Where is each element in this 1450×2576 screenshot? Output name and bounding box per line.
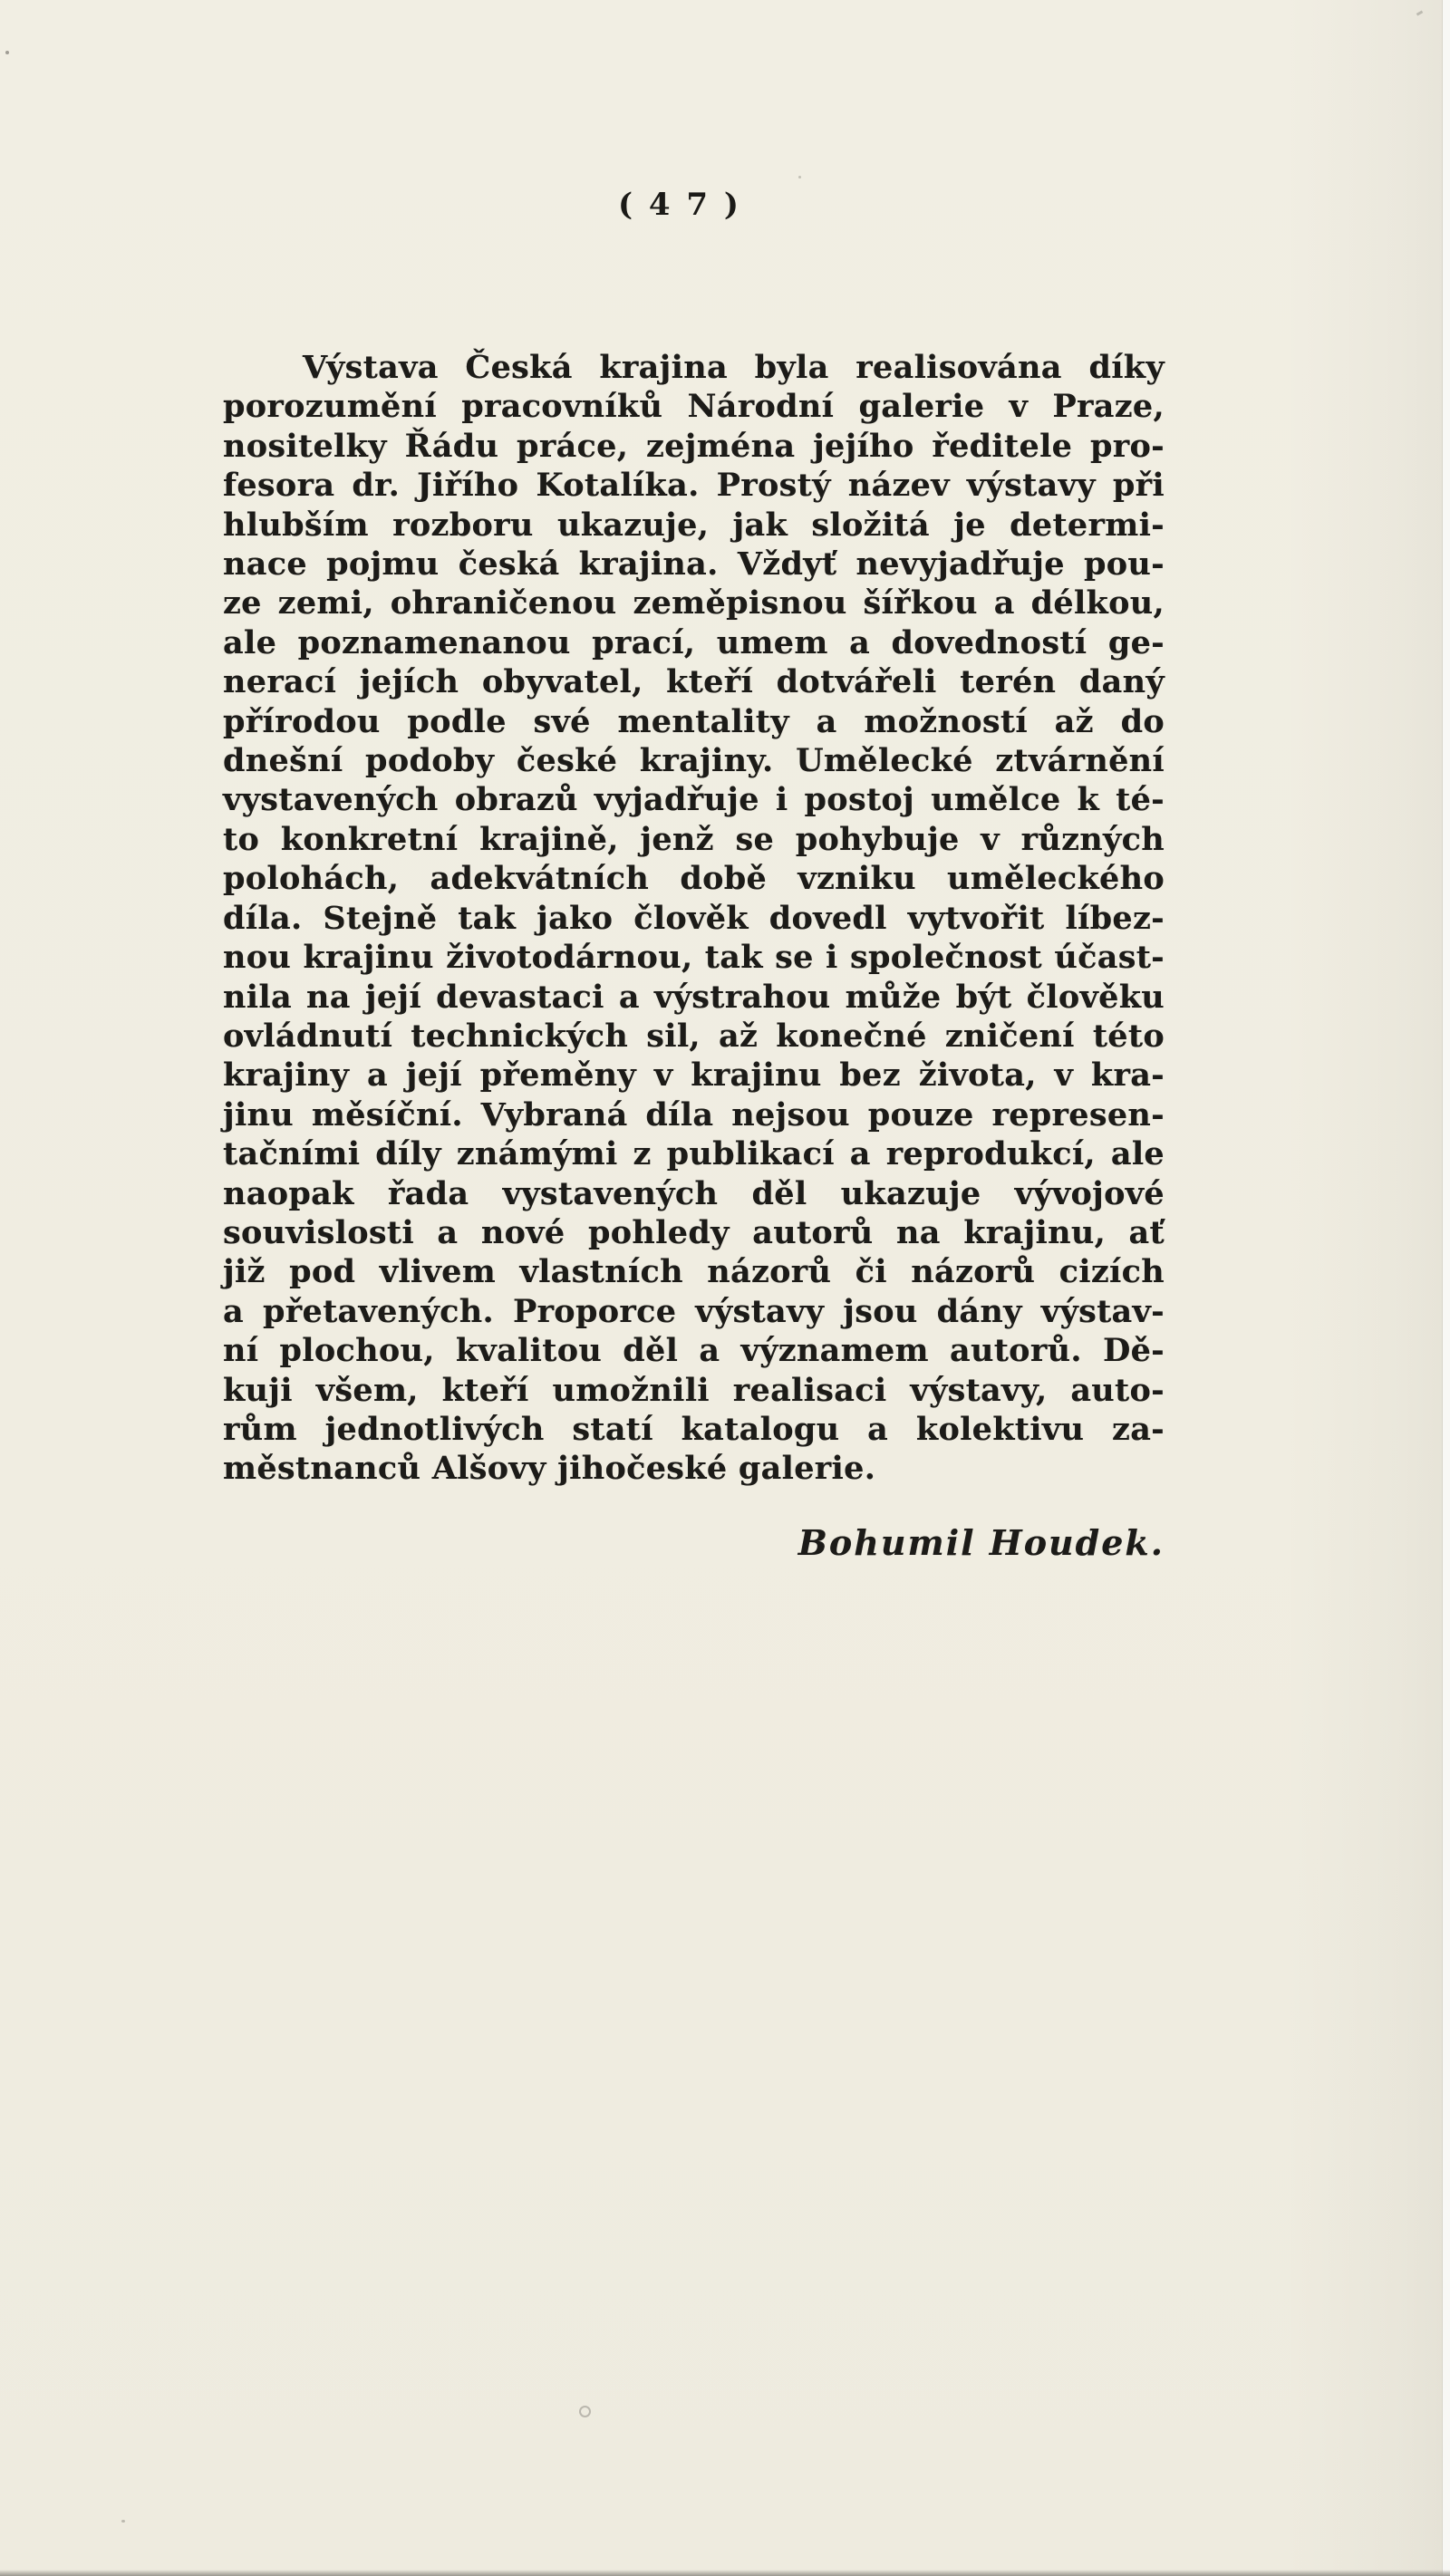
paragraph-line: nositelky Řádu práce, zejména jejího ředitele pro- — [223, 427, 1165, 465]
paragraph-line: již pod vlivem vlastních názorů či názorů cizích — [223, 1253, 1165, 1291]
paragraph-line: Výstava Česká krajina byla realisována díky — [303, 349, 1165, 386]
paragraph-line: nerací jejích obyvatel, kteří dotvářeli terén daný — [223, 663, 1165, 701]
paragraph-line: kuji všem, kteří umožnili realisaci výstavy, auto- — [223, 1371, 1165, 1409]
paragraph-line: souvislosti a nové pohledy autorů na krajinu, ať — [223, 1213, 1165, 1251]
paragraph-line: jinu měsíční. Vybraná díla nejsou pouze represen- — [223, 1095, 1165, 1134]
scan-shading — [1287, 0, 1450, 2576]
paper-speck — [5, 51, 9, 54]
paragraph-line: dnešní podoby české krajiny. Umělecké ztvárnění — [223, 742, 1165, 780]
paragraph-line: vystavených obrazů vyjadřuje i postoj umělce k té- — [223, 781, 1165, 819]
paragraph-line: tačními díly známými z publikací a reprodukcí, ale — [223, 1135, 1165, 1173]
paragraph-line: krajiny a její přeměny v krajinu bez života, v kra- — [223, 1056, 1165, 1095]
paragraph-line: nila na její devastaci a výstrahou může být člověku — [223, 978, 1165, 1016]
scan-edge-bottom — [0, 2570, 1450, 2576]
paragraph-line: ní plochou, kvalitou děl a významem autorů. Dě- — [223, 1332, 1165, 1370]
paragraph-line: městnanců Alšovy jihočeské galerie. — [223, 1450, 876, 1488]
paragraph — [223, 348, 1165, 1489]
paragraph-line: přírodou podle své mentality a možností až do — [223, 702, 1165, 740]
paragraph-line: ale poznamenanou prací, umem a dovedností ge- — [223, 623, 1165, 661]
paragraph-line: hlubším rozboru ukazuje, jak složitá je determi- — [223, 506, 1165, 544]
paragraph-line: a přetavených. Proporce výstavy jsou dány výstav- — [223, 1292, 1165, 1330]
paper-speck — [579, 2406, 591, 2417]
paragraph-line: polohách, adekvátních době vzniku uměleckého — [223, 860, 1165, 898]
paragraph-line: nou krajinu životodárnou, tak se i společnost účast- — [223, 939, 1165, 977]
paragraph-line: ovládnutí technických sil, až konečné zničení této — [223, 1017, 1165, 1055]
paper-speck — [121, 2520, 125, 2523]
author-signature: Bohumil Houdek. — [798, 1522, 1165, 1563]
paragraph-line: ze zemi, ohraničenou zeměpisnou šířkou a délkou, — [223, 584, 1165, 622]
paragraph-line: fesora dr. Jiřího Kotalíka. Prostý název výstavy při — [223, 467, 1165, 505]
paragraph-line: rům jednotlivých statí katalogu a kolektivu za- — [223, 1410, 1165, 1448]
paragraph-line: naopak řada vystavených děl ukazuje vývojové — [223, 1174, 1165, 1212]
page-number: ( 4 7 ) — [618, 187, 741, 223]
paragraph-line: porozumění pracovníků Národní galerie v Praze, — [223, 388, 1165, 426]
paragraph-line: nace pojmu česká krajina. Vždyť nevyjadřuje pou- — [223, 545, 1165, 584]
paper-speck — [798, 176, 801, 178]
paragraph-line: to konkretní krajině, jenž se pohybuje v různých — [223, 820, 1165, 858]
paragraph-line: díla. Stejně tak jako člověk dovedl vytvořit líbez- — [223, 899, 1165, 937]
paper-speck — [1416, 10, 1424, 15]
scan-edge-right — [1442, 0, 1450, 2576]
